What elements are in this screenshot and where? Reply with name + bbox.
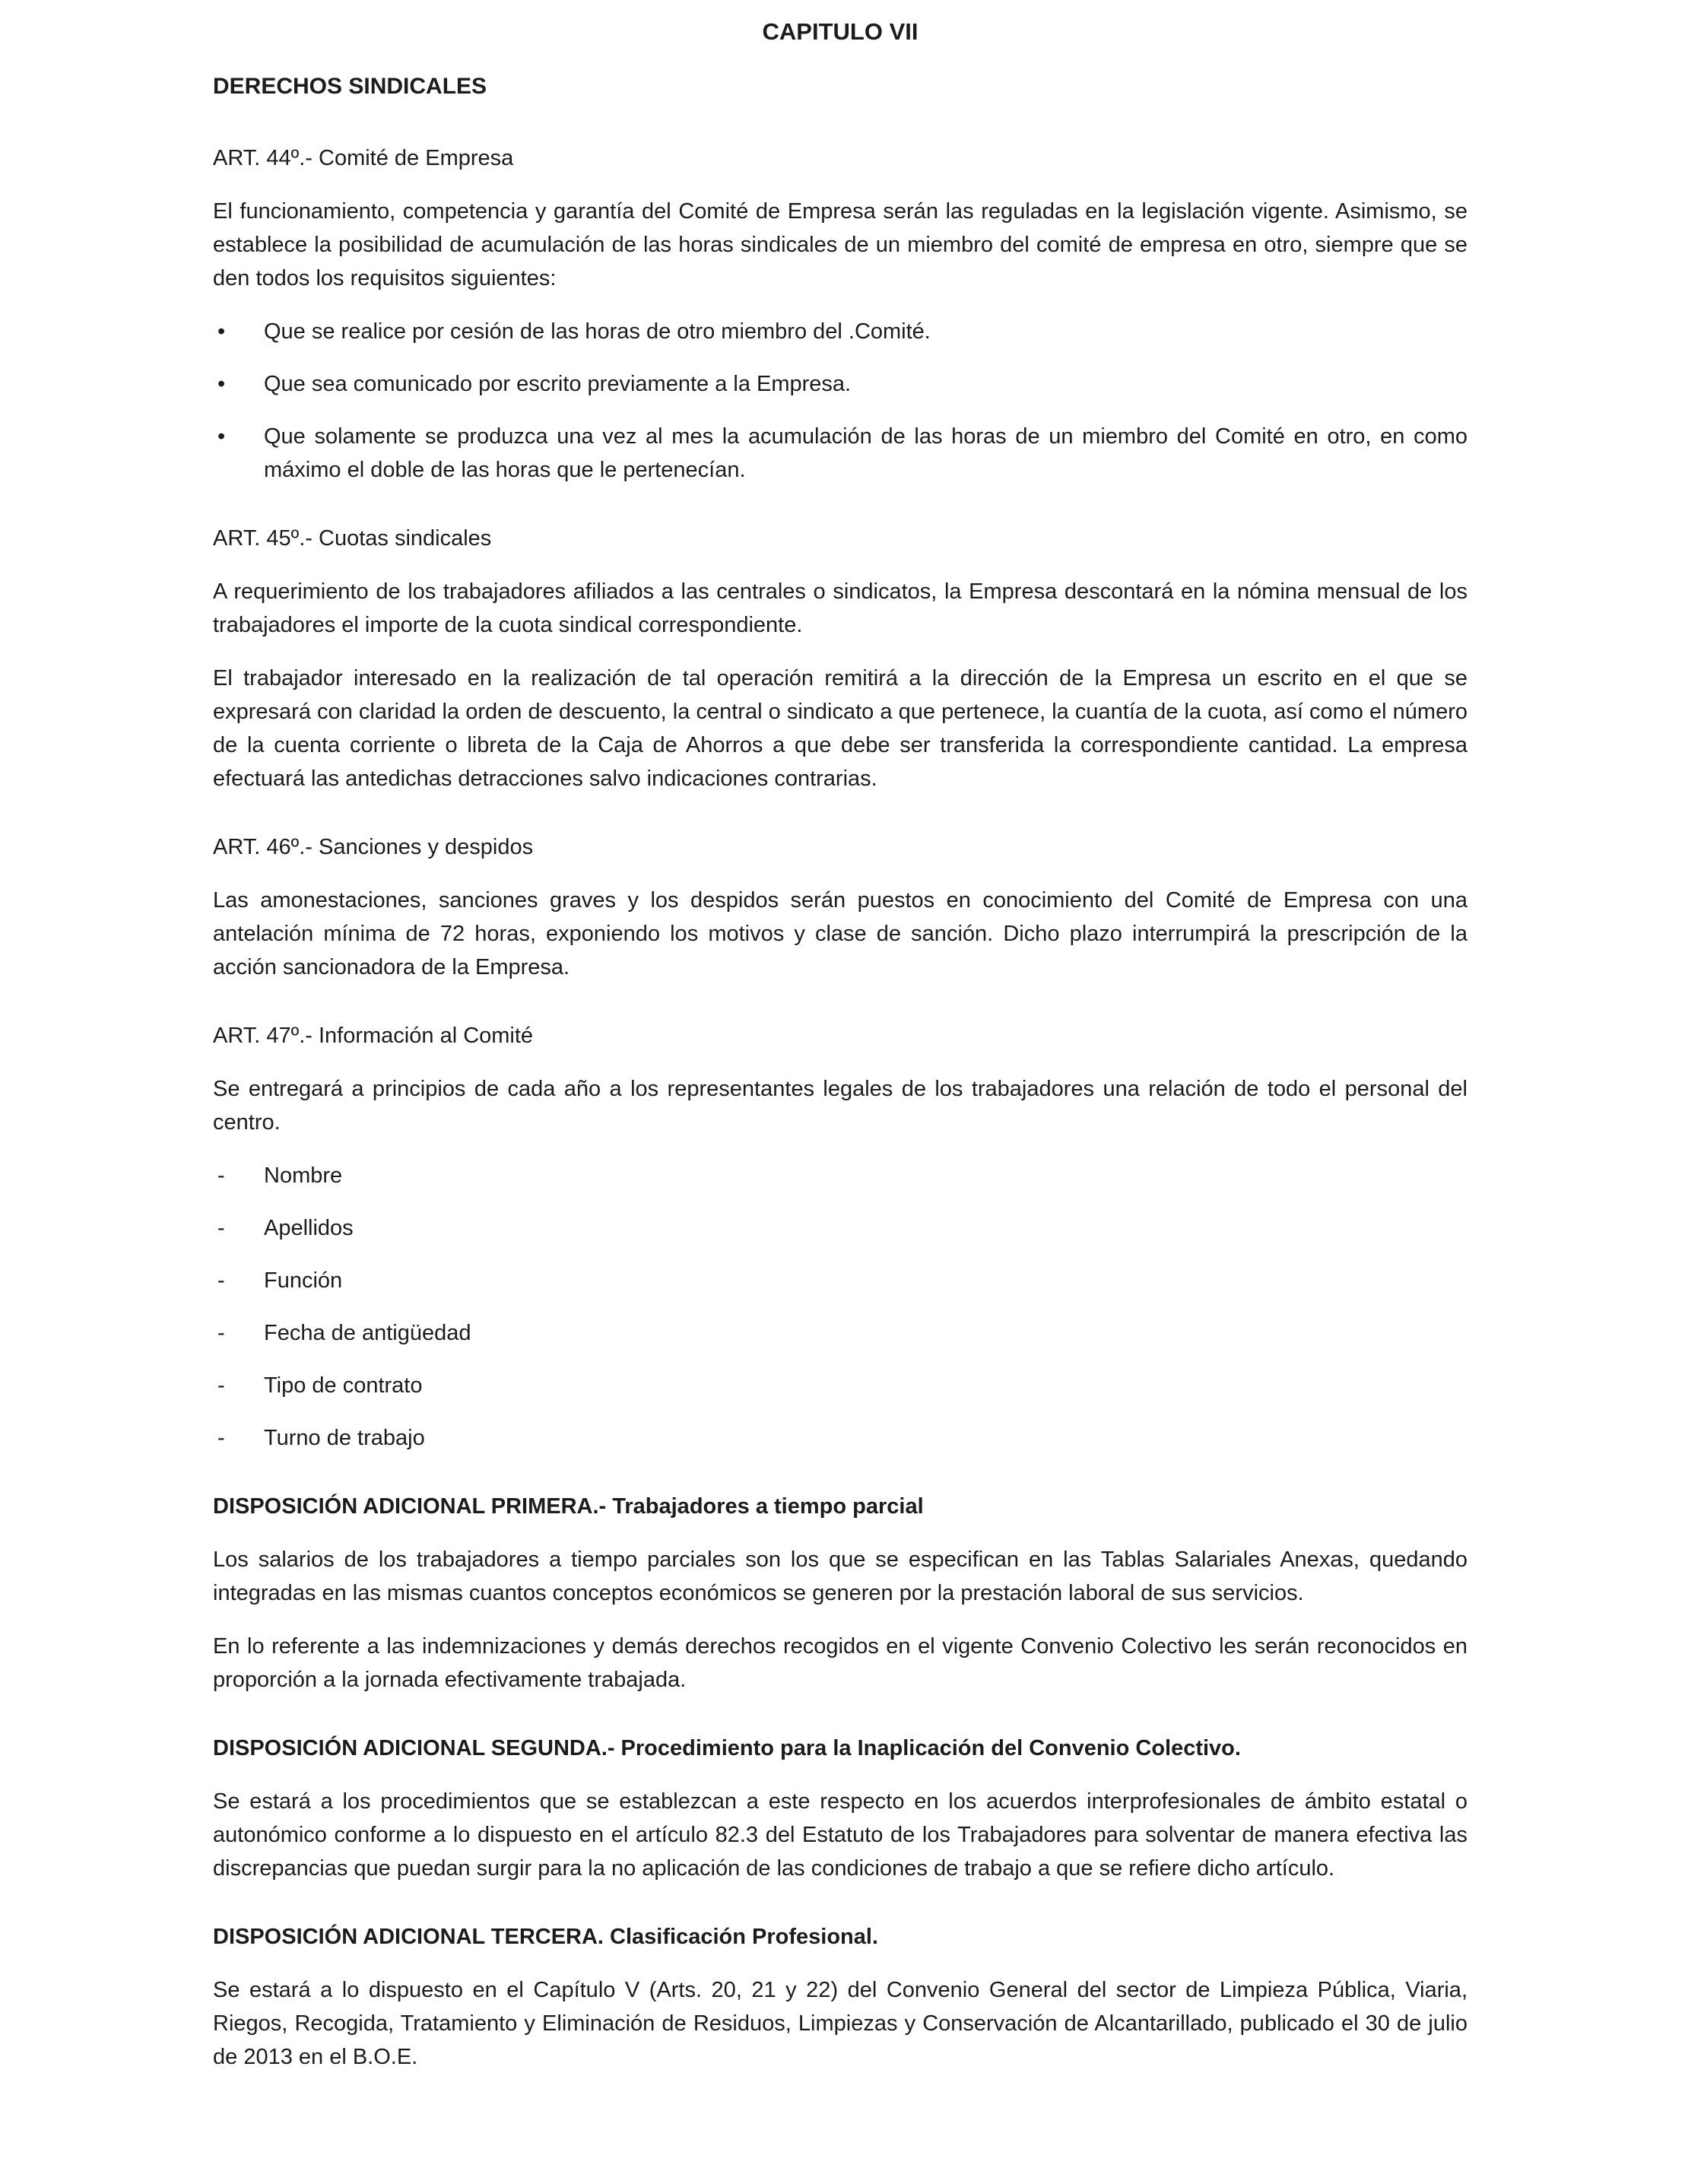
dash-icon: - [217, 1321, 225, 1345]
dash-icon: - [217, 1373, 225, 1398]
disposicion-segunda-paragraph-1: Se estará a los procedimientos que se establezcan a este respecto en los acuerdos interprofesionales de ámbito estatal o autonómico conforme a lo dispuesto en el artículo 82.3 del Estatuto de los Trabajadores para solventar de manera efectiva las discrepancias que puedan surgir para la no aplicación de las condiciones de trabajo a que se refiere dicho artículo. [213, 1789, 1467, 1881]
disposicion-primera-heading: DISPOSICIÓN ADICIONAL PRIMERA.- Trabajadores a tiempo parcial [213, 1494, 924, 1519]
list-item-text: Nombre [264, 1163, 343, 1188]
disposicion-primera-paragraph-2: En lo referente a las indemnizaciones y demás derechos recogidos en el vigente Convenio Colectivo les serán reconocidos en proporción a la jornada efectivamente trabajada. [213, 1634, 1467, 1692]
bullet-icon: • [217, 372, 226, 396]
list-item-text: Que sea comunicado por escrito previamente a la Empresa. [264, 372, 852, 396]
list-item [213, 420, 1467, 487]
article-44-intro-paragraph: El funcionamiento, competencia y garantía del Comité de Empresa serán las reguladas en la legislación vigente. Asimismo, se establece la posibilidad de acumulación de las horas sindicales de un miembro del comité de empresa en otro, siempre que se den todos los requisitos siguientes: [213, 199, 1467, 290]
list-item [213, 1369, 1467, 1402]
list-item-text: Que se realice por cesión de las horas de otro miembro del .Comité. [264, 319, 931, 344]
article-47-heading: ART. 47º.- Información al Comité [213, 1024, 534, 1048]
article-44-bullet-list [213, 315, 1467, 487]
disposicion-primera-paragraph-1: Los salarios de los trabajadores a tiempo parciales son los que se especifican en las Tablas Salariales Anexas, quedando integradas en las mismas cuantos conceptos económicos se generen por la prestación laboral de sus servicios. [213, 1548, 1467, 1605]
article-47-dash-list [213, 1159, 1467, 1455]
bullet-icon: • [217, 319, 226, 344]
article-45-paragraph-2: El trabajador interesado en la realización de tal operación remitirá a la dirección de la Empresa un escrito en el que se expresará con claridad la orden de descuento, la central o sindicato a que pertenece, la cuantía de la cuota, así como el número de la cuenta corriente o libreta de la Caja de Ahorros a que debe ser transferida la correspondiente cantidad. La empresa efectuará las antedichas detracciones salvo indicaciones contrarias. [213, 666, 1467, 791]
list-item [213, 315, 1467, 348]
list-item-text: Que solamente se produzca una vez al mes la acumulación de las horas de un miembro del Comité en otro, en como máximo el doble de las horas que le pertenecían. [264, 424, 1467, 482]
disposicion-tercera-paragraph-1: Se estará a lo dispuesto en el Capítulo V (Arts. 20, 21 y 22) del Convenio General del sector de Limpieza Pública, Viaria, Riegos, Recogida, Tratamiento y Eliminación de Residuos, Limpiezas y Conservación de Alcantarillado, publicado el 30 de julio de 2013 en el B.O.E. [213, 1978, 1467, 2069]
dash-icon: - [217, 1426, 225, 1450]
list-item-text: Turno de trabajo [264, 1426, 425, 1450]
list-item-text: Apellidos [264, 1216, 354, 1240]
article-45-heading: ART. 45º.- Cuotas sindicales [213, 526, 492, 551]
disposicion-segunda-heading: DISPOSICIÓN ADICIONAL SEGUNDA.- Procedimiento para la Inaplicación del Convenio Colectivo. [213, 1736, 1241, 1760]
article-45-paragraph-1: A requerimiento de los trabajadores afiliados a las centrales o sindicatos, la Empresa descontará en la nómina mensual de los trabajadores el importe de la cuota sindical correspondiente. [213, 579, 1467, 637]
dash-icon: - [217, 1163, 225, 1188]
disposicion-tercera-heading: DISPOSICIÓN ADICIONAL TERCERA. Clasificación Profesional. [213, 1925, 878, 1949]
dash-icon: - [217, 1216, 225, 1240]
list-item [213, 367, 1467, 401]
article-44-heading: ART. 44º.- Comité de Empresa [213, 146, 514, 170]
list-item [213, 1211, 1467, 1245]
list-item [213, 1159, 1467, 1192]
list-item-text: Función [264, 1268, 343, 1293]
article-46-paragraph-1: Las amonestaciones, sanciones graves y los despidos serán puestos en conocimiento del Comité de Empresa con una antelación mínima de 72 horas, exponiendo los motivos y clase de sanción. Dicho plazo interrumpirá la prescripción de la acción sancionadora de la Empresa. [213, 888, 1467, 979]
dash-icon: - [217, 1268, 225, 1293]
list-item [213, 1316, 1467, 1350]
list-item [213, 1421, 1467, 1455]
bullet-icon: • [217, 424, 226, 449]
article-47-intro-paragraph: Se entregará a principios de cada año a los representantes legales de los trabajadores una relación de todo el personal del centro. [213, 1077, 1467, 1135]
list-item-text: Fecha de antigüedad [264, 1321, 471, 1345]
list-item-text: Tipo de contrato [264, 1373, 423, 1398]
article-46-heading: ART. 46º.- Sanciones y despidos [213, 835, 534, 859]
chapter-title: CAPITULO VII [762, 18, 919, 45]
section-title: DERECHOS SINDICALES [213, 74, 487, 99]
list-item [213, 1264, 1467, 1297]
